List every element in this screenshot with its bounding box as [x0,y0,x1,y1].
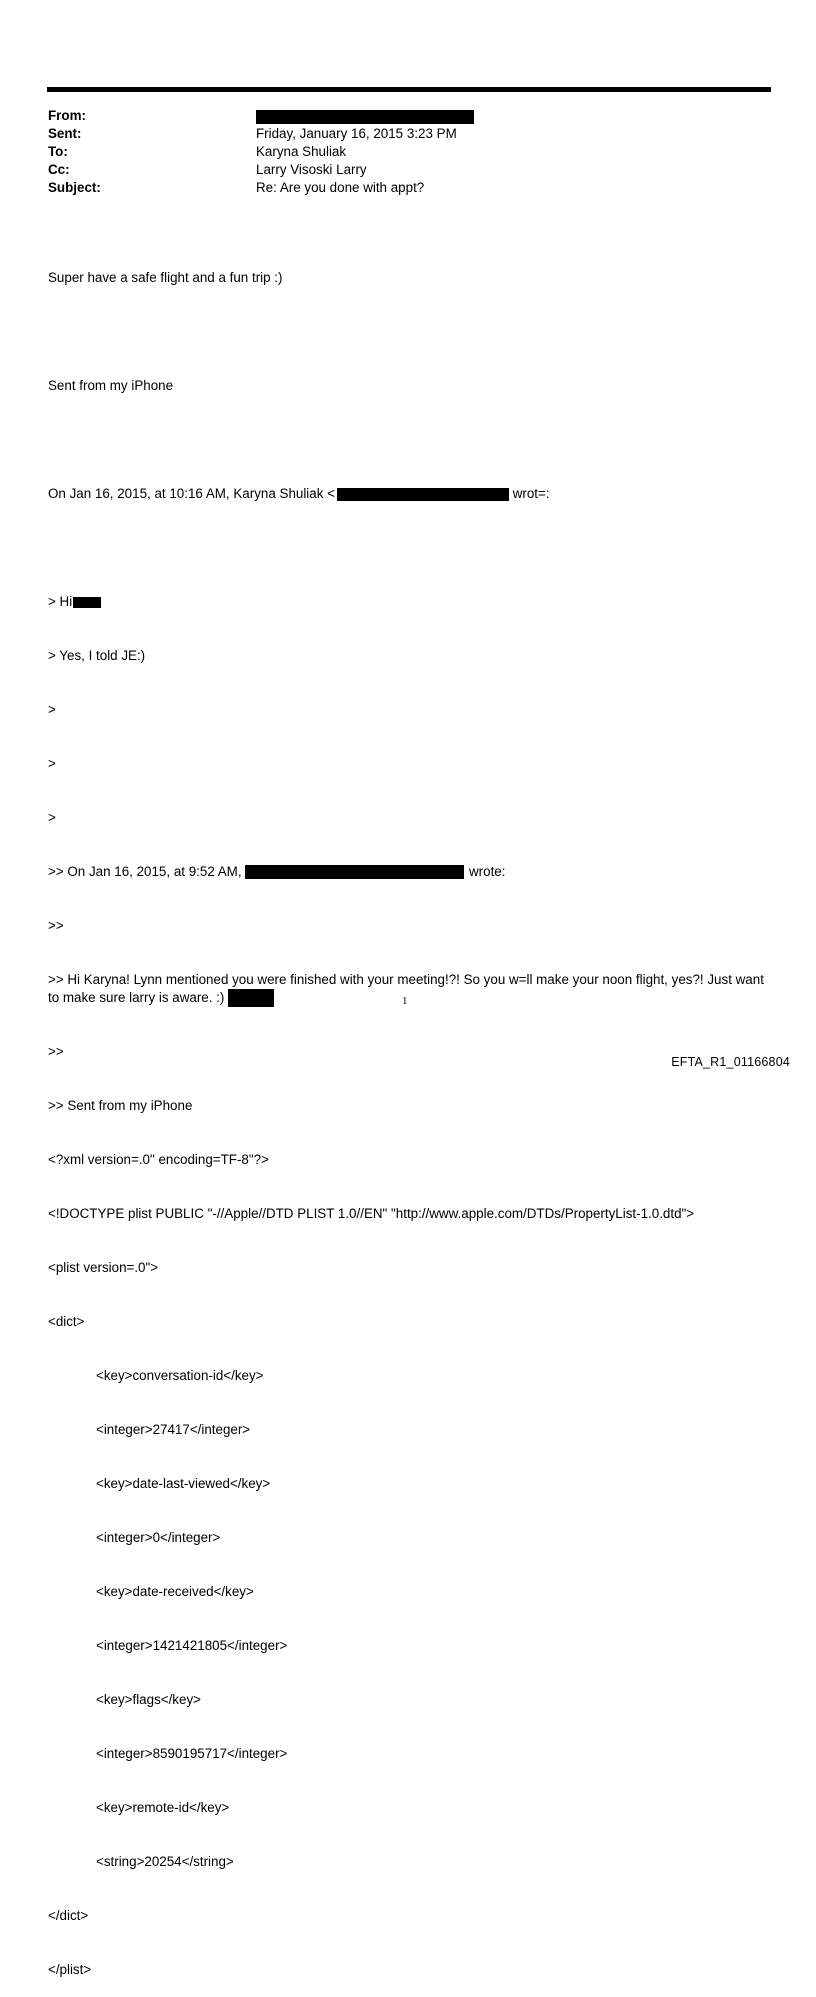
cc-label: Cc: [48,162,70,177]
plist-open: <plist version=.0"> [48,1260,159,1275]
quote-line: >> [48,1044,64,1059]
redaction-block [73,597,101,608]
from-row [48,107,768,125]
quote-line: > [48,756,56,771]
quote-line: >> Sent from my iPhone [48,1098,193,1113]
sent-label: Sent: [48,126,82,141]
bates-number: EFTA_R1_01166804 [671,1055,790,1069]
header-rule [47,87,771,92]
plist-entry: <key>date-last-viewed</key> [96,1476,271,1491]
plist-entry: <integer>8590195717</integer> [96,1746,288,1761]
cc-value: Larry Visoski Larry [256,162,367,177]
plist-close: </plist> [48,1962,92,1977]
quote-line: > [48,702,56,717]
quote-line [48,971,778,1007]
to-row [48,143,768,161]
from-label: From: [48,108,86,123]
quote-text: > Hi [48,594,73,609]
redaction-block [245,865,464,879]
body-line: Super have a safe flight and a fun trip :) [48,270,283,285]
plist-entry: <key>date-received</key> [96,1584,254,1599]
plist-xml-declaration: <?xml version=.0" encoding=TF-8"?> [48,1152,269,1167]
page-number: 1 [402,995,408,1007]
reply-header-line [48,485,778,503]
quote-line: > [48,810,56,825]
plist-entry: <key>conversation-id</key> [96,1368,264,1383]
dict-close: </dict> [48,1908,89,1923]
dict-open: <dict> [48,1314,85,1329]
plist-entry: <integer>1421421805</integer> [96,1638,288,1653]
signature-line: Sent from my iPhone [48,378,174,393]
reply-header-suffix: wrot=: [508,486,550,501]
plist-entry: <string>20254</string> [96,1854,234,1869]
reply-header-text: On Jan 16, 2015, at 10:16 AM, Karyna Shuliak < [48,486,335,501]
from-value [256,107,768,125]
subject-label: Subject: [48,180,101,195]
to-value: Karyna Shuliak [256,144,347,159]
quote-line [48,593,778,611]
redaction-block [337,488,509,501]
quote-line: > Yes, I told JE:) [48,648,146,663]
quote-line: >> [48,918,64,933]
quote-suffix: wrote: [465,864,506,879]
redaction-block [256,110,474,124]
quote-line [48,863,778,881]
to-label: To: [48,144,68,159]
plist-entry: <integer>27417</integer> [96,1422,251,1437]
subject-row [48,179,768,197]
plist-entry: <key>flags</key> [96,1692,201,1707]
quote-text: >> Hi Karyna! Lynn mentioned you were finished with your meeting!?! So you w=ll make your noon flight, yes?! Just want to make sure larry is aware. :) [48,972,764,1005]
cc-row [48,161,768,179]
plist-doctype: <!DOCTYPE plist PUBLIC "-//Apple//DTD PLIST 1.0//EN" "http://www.apple.com/DTDs/PropertyList-1.0.dtd"> [48,1206,695,1221]
quote-text: >> On Jan 16, 2015, at 9:52 AM, [48,864,246,879]
plist-entry: <integer>0</integer> [96,1530,221,1545]
subject-value: Re: Are you done with appt? [256,180,425,195]
sent-value: Friday, January 16, 2015 3:23 PM [256,126,457,141]
email-body [48,233,778,1997]
sent-row [48,125,768,143]
plist-entry: <key>remote-id</key> [96,1800,230,1815]
redaction-block [228,989,274,1007]
email-header [48,107,768,197]
